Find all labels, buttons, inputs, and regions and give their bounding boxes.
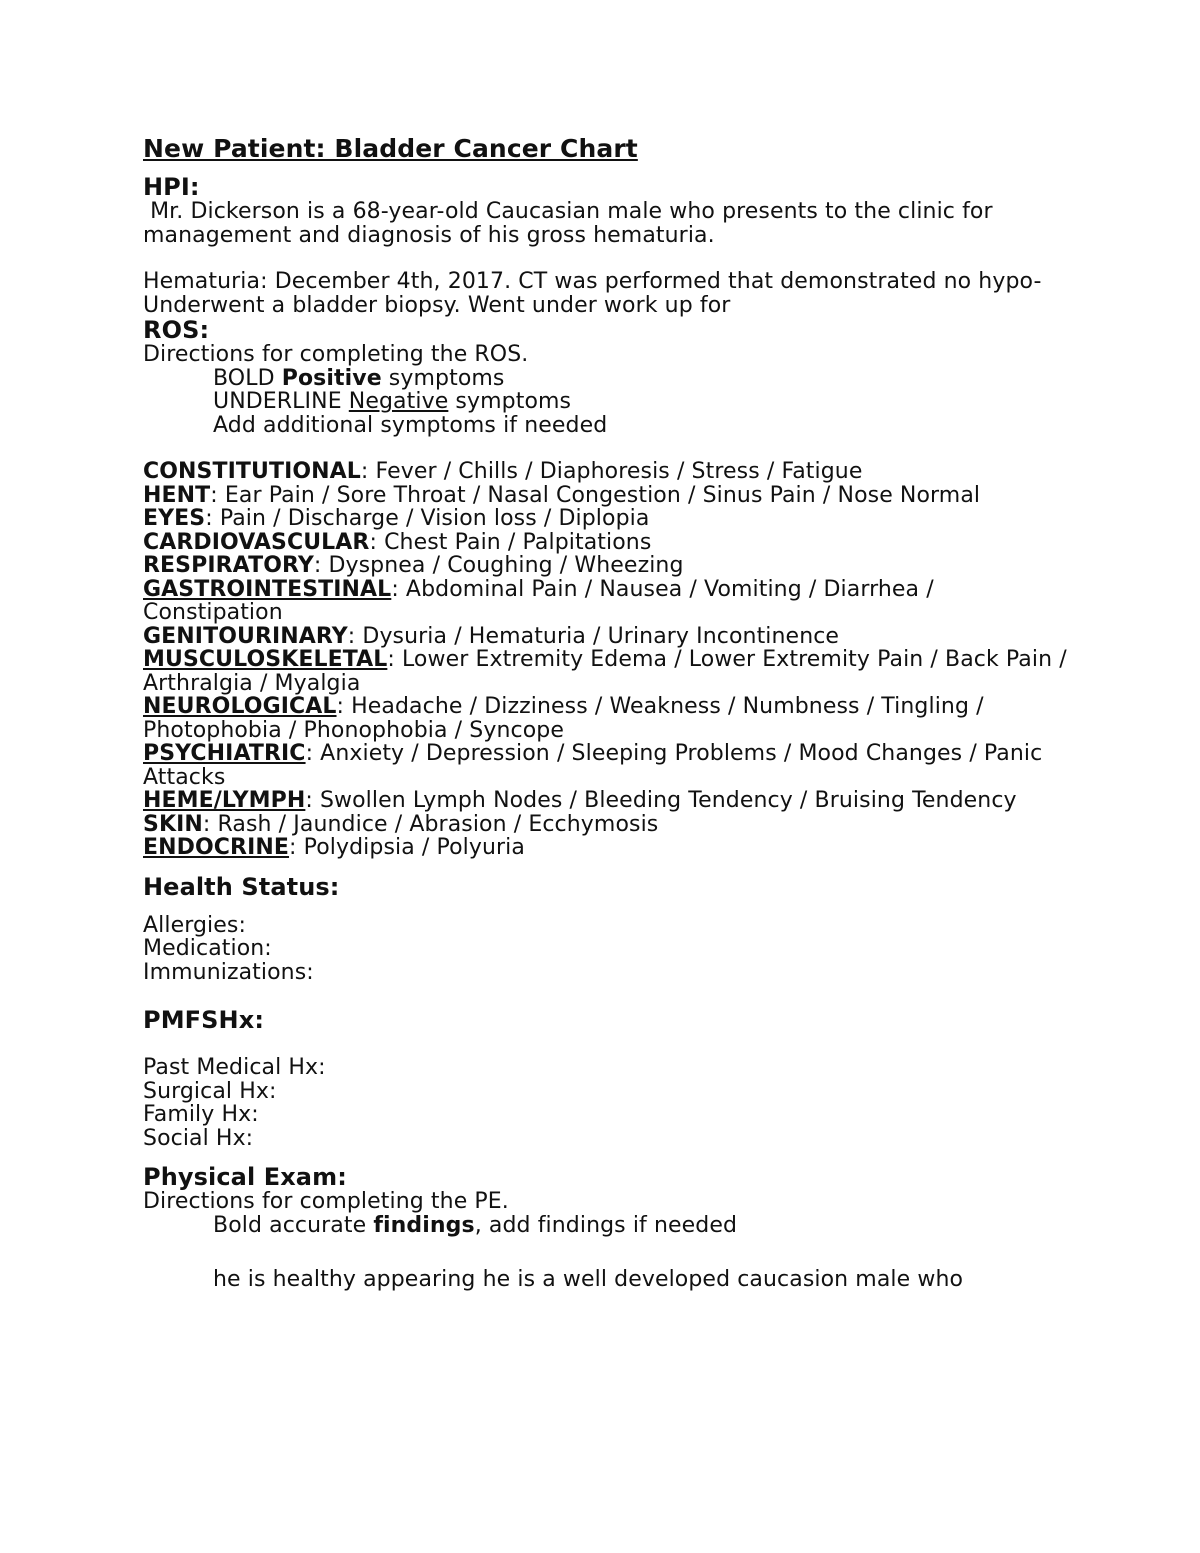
ros-system: ENDOCRINE: Polydipsia / Polyuria bbox=[143, 835, 525, 860]
system-name: CONSTITUTIONAL bbox=[143, 459, 361, 484]
system-name: CARDIOVASCULAR bbox=[143, 529, 370, 555]
health-status-heading: Health Status: bbox=[143, 872, 340, 901]
ros-directions: Directions for completing the ROS. bbox=[143, 342, 529, 367]
system-name: NEUROLOGICAL bbox=[143, 694, 337, 719]
system-name: PSYCHIATRIC bbox=[143, 741, 306, 766]
medication-label: Medication: bbox=[143, 936, 272, 961]
ros-system: EYES: Pain / Discharge / Vision loss / Diplopia bbox=[143, 506, 650, 531]
ros-heading: ROS: bbox=[143, 316, 210, 344]
negative-word: Negative bbox=[348, 389, 449, 414]
system-name: HENT bbox=[143, 482, 211, 508]
ros-additional-instruction: Add additional symptoms if needed bbox=[213, 412, 608, 438]
findings-word: findings bbox=[373, 1212, 475, 1238]
surgical-label: Surgical Hx: bbox=[143, 1078, 277, 1104]
pe-directions: Directions for completing the PE. bbox=[143, 1189, 509, 1214]
hpi-biopsy: Underwent a bladder biopsy. Went under work up for bbox=[143, 292, 731, 318]
hpi-heading: HPI: bbox=[143, 173, 200, 201]
social-label: Social Hx: bbox=[143, 1125, 254, 1151]
ros-system: CONSTITUTIONAL: Fever / Chills / Diaphoresis / Stress / Fatigue bbox=[143, 459, 863, 484]
system-name: RESPIRATORY bbox=[143, 553, 314, 578]
ros-system: MUSCULOSKELETAL: Lower Extremity Edema / Lower Extremity Pain / Back Pain / Arthralgia / Myalgia bbox=[143, 647, 1067, 696]
ros-underline-instruction: UNDERLINE Negative symptoms bbox=[213, 389, 572, 414]
ros-system: GENITOURINARY: Dysuria / Hematuria / Urinary Incontinence bbox=[143, 623, 840, 649]
ros-system: GASTROINTESTINAL: Abdominal Pain / Nausea / Vomiting / Diarrhea / Constipation bbox=[143, 576, 934, 625]
system-name: EYES bbox=[143, 506, 206, 531]
ros-system: HENT: Ear Pain / Sore Throat / Nasal Congestion / Sinus Pain / Nose Normal bbox=[143, 482, 981, 508]
system-name: GENITOURINARY bbox=[143, 623, 348, 649]
hpi-intro: Mr. Dickerson is a 68-year-old Caucasian male who presents to the clinic for management and diagnosis of his gross hematuria. bbox=[143, 199, 1000, 248]
system-name: ENDOCRINE bbox=[143, 835, 290, 860]
ros-bold-instruction: BOLD Positive symptoms bbox=[213, 365, 505, 391]
ros-system: CARDIOVASCULAR: Chest Pain / Palpitations bbox=[143, 529, 652, 555]
allergies-label: Allergies: bbox=[143, 912, 246, 938]
ros-system: PSYCHIATRIC: Anxiety / Depression / Sleeping Problems / Mood Changes / Panic Attacks bbox=[143, 741, 1043, 790]
document-page bbox=[143, 134, 1073, 1292]
physical-exam-heading: Physical Exam: bbox=[143, 1163, 347, 1191]
pe-bold-instruction: Bold accurate findings, add findings if needed bbox=[213, 1212, 738, 1238]
past-medical-label: Past Medical Hx: bbox=[143, 1055, 326, 1080]
immunizations-label: Immunizations: bbox=[143, 959, 314, 985]
system-name: HEME/LYMPH bbox=[143, 788, 306, 813]
family-label: Family Hx: bbox=[143, 1102, 259, 1127]
pmfshx-heading: PMFSHx: bbox=[143, 1006, 265, 1034]
positive-word: Positive bbox=[281, 365, 382, 391]
hpi-hematuria: Hematuria: December 4th, 2017. CT was performed that demonstrated no hypo- bbox=[143, 269, 1042, 294]
ros-system: RESPIRATORY: Dyspnea / Coughing / Wheezing bbox=[143, 553, 684, 578]
ros-system: SKIN: Rash / Jaundice / Abrasion / Ecchymosis bbox=[143, 811, 659, 837]
ros-system: NEUROLOGICAL: Headache / Dizziness / Weakness / Numbness / Tingling / Photophobia / Phonophobia / Syncope bbox=[143, 694, 984, 743]
system-name: SKIN bbox=[143, 811, 203, 837]
system-name: MUSCULOSKELETAL bbox=[143, 647, 388, 672]
system-name: GASTROINTESTINAL bbox=[143, 576, 392, 602]
pe-note: he is healthy appearing he is a well developed caucasion male who bbox=[213, 1267, 964, 1292]
document-title: New Patient: Bladder Cancer Chart bbox=[143, 134, 638, 163]
ros-system: HEME/LYMPH: Swollen Lymph Nodes / Bleeding Tendency / Bruising Tendency bbox=[143, 788, 1017, 813]
